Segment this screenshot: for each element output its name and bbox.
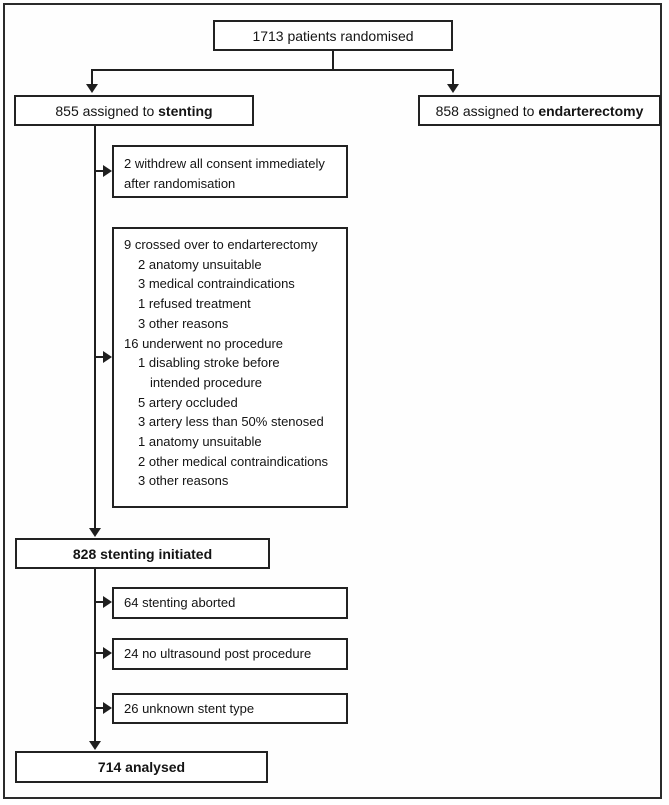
stenting-aborted-label: 64 stenting aborted [124, 595, 236, 610]
arrowhead-right-withdrew-icon [103, 165, 112, 177]
arrowhead-down-right-icon [447, 84, 459, 93]
no-ultrasound-label: 24 no ultrasound post procedure [124, 646, 312, 661]
box-unknown-stent-type [112, 693, 348, 724]
arrowhead-down-initiated-icon [89, 528, 101, 537]
arrowhead-right-aborted-icon [103, 596, 112, 608]
box-analysed [15, 751, 268, 783]
analysed-label: 714 analysed [97, 759, 186, 775]
assigned-stenting-prefix: 855 assigned to [55, 102, 159, 119]
crossover-line: 3 medical contraindications [138, 276, 295, 292]
assigned-endarterectomy-prefix: 858 assigned to [435, 102, 539, 119]
crossover-line: 1 disabling stroke before [138, 355, 280, 371]
connector-trunk-upper [94, 126, 96, 528]
arrowhead-right-stent-type-icon [103, 702, 112, 714]
box-patients-randomised [213, 20, 453, 51]
connector-stub-top [332, 51, 334, 70]
box-stenting-initiated [15, 538, 270, 569]
crossover-line: 2 anatomy unsuitable [138, 256, 262, 272]
crossover-line: intended procedure [150, 374, 263, 390]
box-no-ultrasound [112, 638, 348, 670]
box-assigned-stenting [14, 95, 254, 126]
unknown-stent-type-label: 26 unknown stent type [124, 700, 255, 716]
patients-randomised-label: 1713 patients randomised [252, 27, 414, 44]
connector-split-horizontal [91, 69, 454, 71]
crossover-line: 3 other reasons [138, 315, 229, 331]
box-stenting-aborted [112, 587, 348, 619]
crossover-line: 5 artery occluded [138, 394, 238, 410]
withdrew-consent-line1: 2 withdrew all consent immediately [124, 156, 325, 171]
stenting-initiated-label: 828 stenting initiated [72, 545, 213, 562]
box-crossover-no-procedure [112, 227, 348, 508]
connector-drop-left [91, 69, 93, 84]
box-withdrew-consent [112, 145, 348, 198]
crossover-line: 3 other reasons [138, 473, 229, 489]
arrowhead-down-analysed-icon [89, 741, 101, 750]
connector-trunk-lower [94, 569, 96, 741]
assigned-stenting-emphasis: stenting [158, 102, 213, 119]
withdrew-consent-line2: after randomisation [124, 176, 236, 191]
crossover-line: 2 other medical contraindications [138, 453, 329, 469]
crossover-line: 3 artery less than 50% stenosed [138, 414, 324, 430]
assigned-stenting-label [55, 103, 212, 119]
connector-drop-right [452, 69, 454, 84]
arrowhead-right-ultrasound-icon [103, 647, 112, 659]
assigned-endarterectomy-label [436, 103, 644, 119]
box-assigned-endarterectomy [418, 95, 661, 126]
crossover-line: 16 underwent no procedure [124, 335, 284, 351]
crossover-line: 1 refused treatment [138, 296, 251, 312]
crossover-line: 1 anatomy unsuitable [138, 434, 262, 450]
assigned-endarterectomy-emphasis: endarterectomy [538, 102, 644, 119]
arrowhead-down-left-icon [86, 84, 98, 93]
crossover-line: 9 crossed over to endarterectomy [124, 237, 318, 252]
arrowhead-right-crossover-icon [103, 351, 112, 363]
